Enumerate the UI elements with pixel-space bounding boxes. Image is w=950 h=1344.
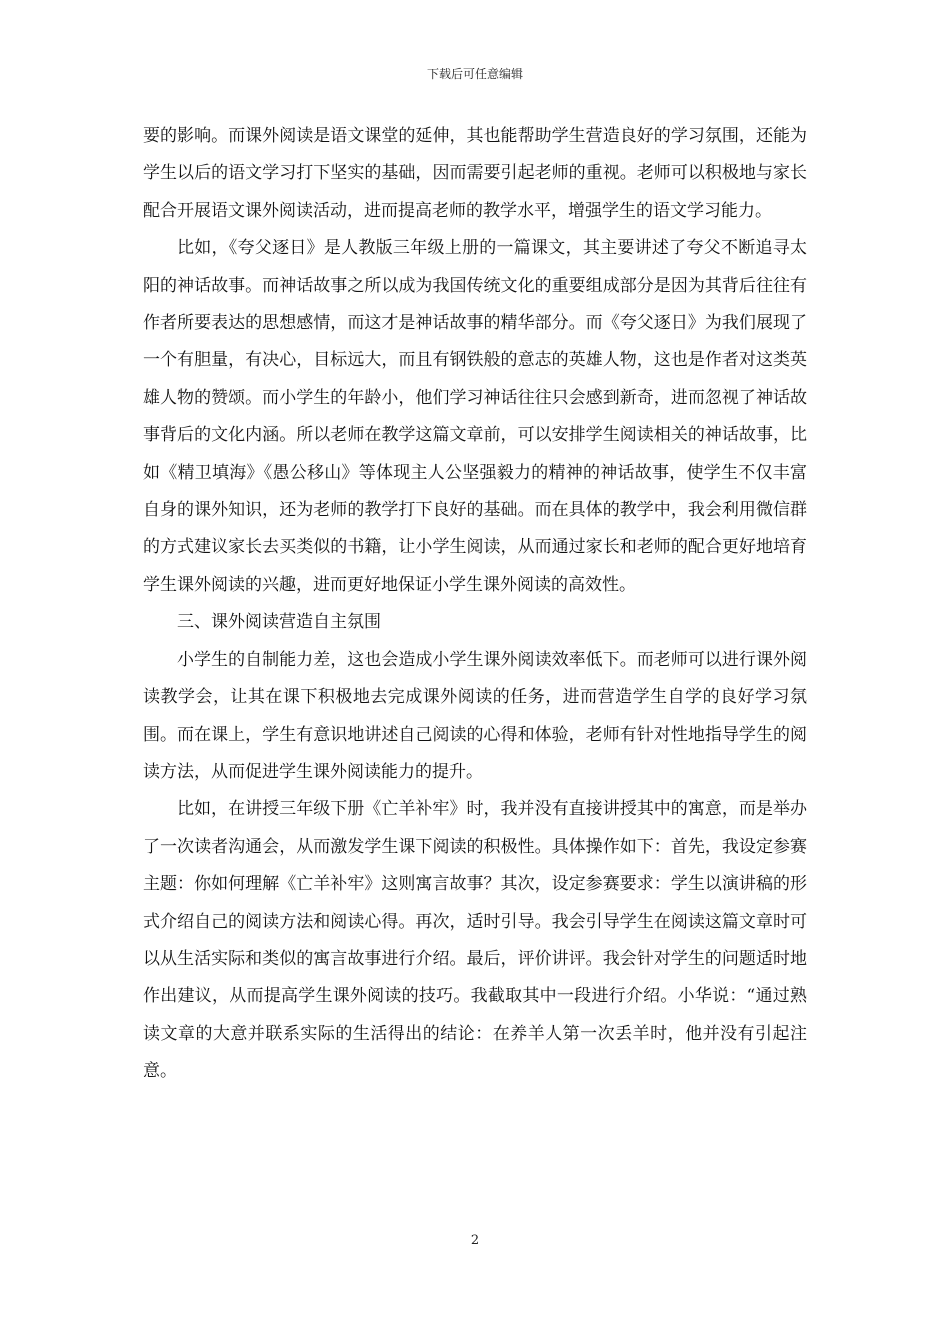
paragraph-2: 比如，《夸父逐日》是人教版三年级上册的一篇课文，其主要讲述了夸父不断追寻太阳的神话故事。而神话故事之所以成为我国传统文化的重要组成部分是因为其背后往往有作者所要表达的思想感情，而这才是神话故事的精华部分。而《夸父逐日》为我们展现了一个有胆量，有决心，目标远大，而且有钢铁般的意志的英雄人物，这也是作者对这类英雄人物的赞颂。而小学生的年龄小，他们学习神话往往只会感到新奇，进而忽视了神话故事背后的文化内涵。所以老师在教学这篇文章前，可以安排学生阅读相关的神话故事，比如《精卫填海》《愚公移山》等体现主人公坚强毅力的精神的神话故事，使学生不仅丰富自身的课外知识，还为老师的教学打下良好的基础。而在具体的教学中，我会利用微信群的方式建议家长去买类似的书籍，让小学生阅读，从而通过家长和老师的配合更好地培育学生课外阅读的兴趣，进而更好地保证小学生课外阅读的高效性。 bbox=[143, 238, 807, 595]
section-heading: 三、课外阅读营造自主氛围 bbox=[177, 612, 381, 633]
page-header: 下载后可任意编辑 bbox=[426, 67, 523, 81]
paragraph-1: 要的影响。而课外阅读是语文课堂的延伸，其也能帮助学生营造良好的学习氛围，还能为学生以后的语文学习打下坚实的基础，因而需要引起老师的重视。老师可以积极地与家长配合开展语文课外阅读活动，进而提高老师的教学水平，增强学生的语文学习能力。 bbox=[143, 126, 807, 221]
body-text bbox=[143, 118, 807, 1091]
paragraph-3: 小学生的自制能力差，这也会造成小学生课外阅读效率低下。而老师可以进行课外阅读教学会，让其在课下积极地去完成课外阅读的任务，进而营造学生自学的良好学习氛围。而在课上，学生有意识地讲述自己阅读的心得和体验，老师有针对性地指导学生的阅读方法，从而促进学生课外阅读能力的提升。 bbox=[143, 649, 807, 782]
page-number: 2 bbox=[470, 1233, 480, 1248]
paragraph-4: 比如，在讲授三年级下册《亡羊补牢》时，我并没有直接讲授其中的寓意，而是举办了一次读者沟通会，从而激发学生课下阅读的积极性。具体操作如下：首先，我设定参赛主题：你如何理解《亡羊补牢》这则寓言故事？其次，设定参赛要求：学生以演讲稿的形式介绍自己的阅读方法和阅读心得。再次，适时引导。我会引导学生在阅读这篇文章时可以从生活实际和类似的寓言故事进行介绍。最后，评价讲评。我会针对学生的问题适时地作出建议，从而提高学生课外阅读的技巧。我截取其中一段进行介绍。小华说：“通过熟读文章的大意并联系实际的生活得出的结论：在养羊人第一次丢羊时，他并没有引起注意。 bbox=[143, 799, 807, 1082]
